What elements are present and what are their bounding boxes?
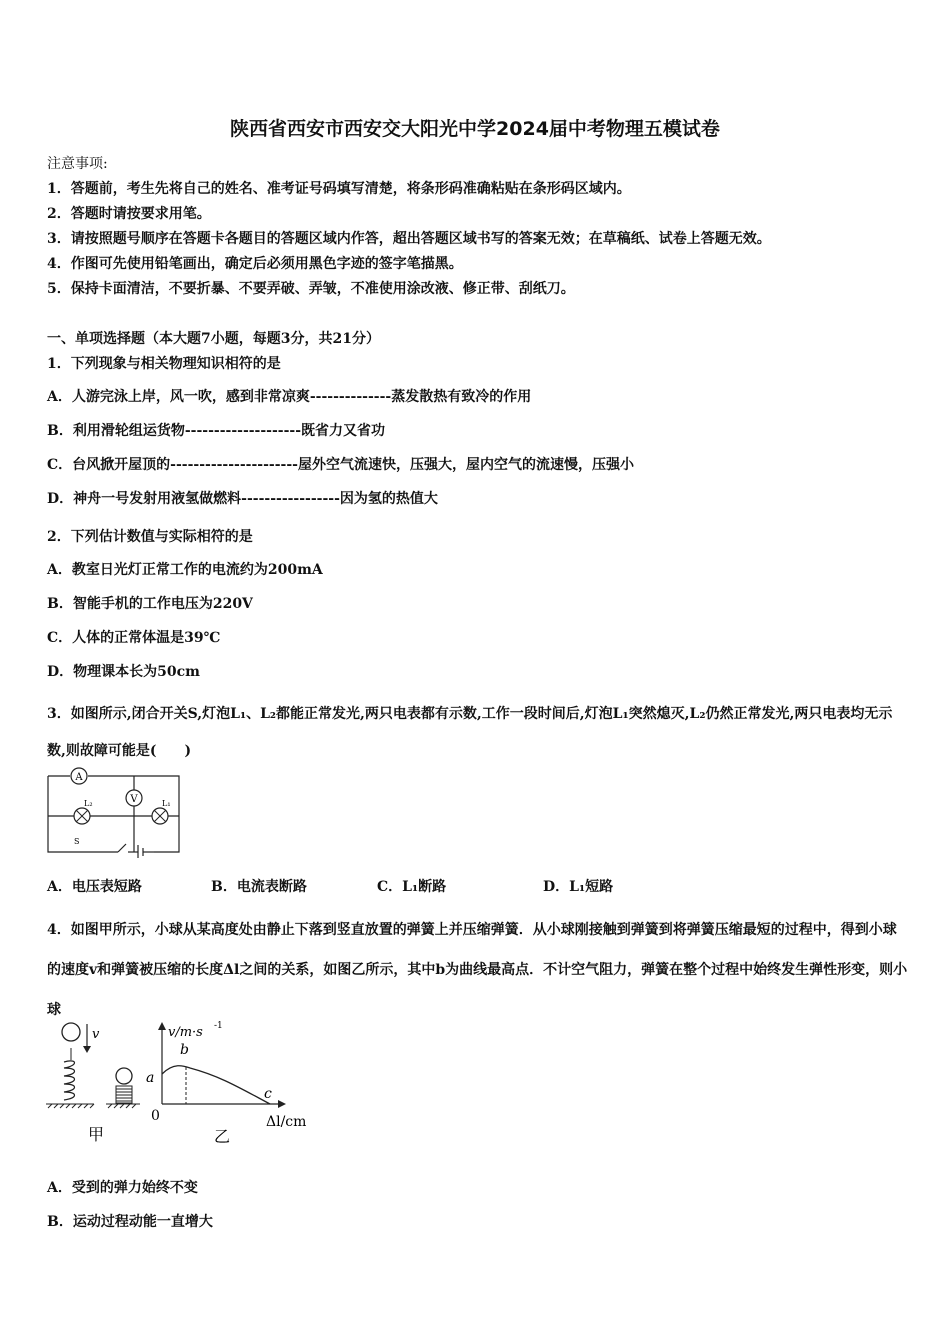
question-1-option-a: A．人游完泳上岸，风一吹，感到非常凉爽--------------蒸发散热有致冷的作用 [47, 389, 532, 405]
y-axis-exponent: -1 [214, 1021, 223, 1031]
spring-before-icon [62, 1023, 100, 1100]
question-2-option-c: C．人体的正常体温是39℃ [47, 630, 221, 646]
switch-label: S [74, 837, 80, 846]
question-4-option-a: A．受到的弹力始终不变 [47, 1180, 198, 1196]
question-3-option-a: A．电压表短路 [47, 879, 142, 895]
question-3-option-c: C．L₁断路 [377, 879, 447, 895]
ammeter-icon [71, 768, 87, 784]
question-1-option-d: D．神舟一号发射用液氢做燃料-----------------因为氢的热值大 [47, 491, 438, 507]
question-2-stem: 2．下列估计数值与实际相符的是 [47, 529, 253, 545]
voltmeter-label: V [130, 794, 138, 805]
spring-velocity-figure [44, 1018, 324, 1148]
question-3-stem: 3．如图所示,闭合开关S,灯泡L₁、L₂都能正常发光,两只电表都有示数,工作一段时间后,灯泡L₁突然熄灭,L₂仍然正常发光,两只电表均无示数,则故障可能是( ) [47, 706, 893, 759]
velocity-graph [146, 1021, 306, 1130]
origin-label: 0 [151, 1108, 160, 1124]
page-title: 陕西省西安市西安交大阳光中学2024届中考物理五模试卷 [230, 118, 720, 140]
question-2-option-b: B．智能手机的工作电压为220V [47, 596, 253, 612]
notice-item: 2．答题时请按要求用笔。 [47, 206, 211, 222]
question-4-stem: 4．如图甲所示，小球从某高度处由静止下落到竖直放置的弹簧上并压缩弹簧．从小球刚接触到弹簧到将弹簧压缩最短的过程中，得到小球的速度v和弹簧被压缩的长度Δl之间的关系，如图乙所示，其中b为曲线最高点．不计空气阻力，弹簧在整个过程中始终发生弹性形变，则小球 [47, 922, 908, 1018]
question-1-stem: 1．下列现象与相关物理知识相符的是 [47, 356, 281, 372]
lamp-left-icon [74, 799, 93, 824]
spring-compressed-icon [116, 1068, 132, 1103]
x-axis-label: Δl/cm [266, 1114, 307, 1130]
question-2-option-a: A．教室日光灯正常工作的电流约为200mA [47, 562, 323, 578]
question-3-option-b: B．电流表断路 [211, 879, 307, 895]
question-3-option-d: D．L₁短路 [543, 879, 614, 895]
point-a-label: a [146, 1070, 155, 1086]
y-axis-label: v/m·s [168, 1025, 203, 1040]
lamp-left-label: L₂ [84, 799, 93, 808]
voltmeter-icon [126, 790, 142, 806]
question-1-option-c: C．台风掀开屋顶的----------------------屋外空气流速快，压强大，屋内空气的流速慢，压强小 [47, 457, 634, 473]
notice-item: 4．作图可先使用铅笔画出，确定后必须用黑色字迹的签字笔描黑。 [47, 256, 463, 272]
caption-yi: 乙 [214, 1127, 231, 1146]
lamp-right-icon [152, 799, 171, 824]
lamp-right-label: L₁ [162, 799, 171, 808]
circuit-diagram [44, 764, 184, 858]
notice-heading: 注意事项: [47, 156, 108, 172]
notice-item: 3．请按照题号顺序在答题卡各题目的答题区域内作答，超出答题区域书写的答案无效；在草稿纸、试卷上答题无效。 [47, 231, 771, 247]
velocity-symbol: v [92, 1027, 100, 1042]
question-4-option-b: B．运动过程动能一直增大 [47, 1214, 213, 1230]
section-heading: 一、单项选择题（本大题7小题，每题3分，共21分） [47, 331, 380, 347]
ground-left-icon [46, 1104, 94, 1108]
question-1-option-b: B．利用滑轮组运货物--------------------既省力又省功 [47, 423, 386, 439]
point-c-label: c [264, 1086, 272, 1102]
question-3-options [47, 876, 613, 896]
ammeter-label: A [75, 772, 83, 783]
point-b-label: b [180, 1042, 189, 1058]
caption-jia: 甲 [88, 1125, 105, 1144]
ground-right-icon [106, 1104, 140, 1108]
notice-item: 5．保持卡面清洁，不要折暴、不要弄破、弄皱，不准使用涂改液、修正带、刮纸刀。 [47, 281, 575, 297]
question-2-option-d: D．物理课本长为50cm [47, 664, 200, 680]
notice-item: 1．答题前，考生先将自己的姓名、准考证号码填写清楚，将条形码准确粘贴在条形码区域内。 [47, 181, 631, 197]
